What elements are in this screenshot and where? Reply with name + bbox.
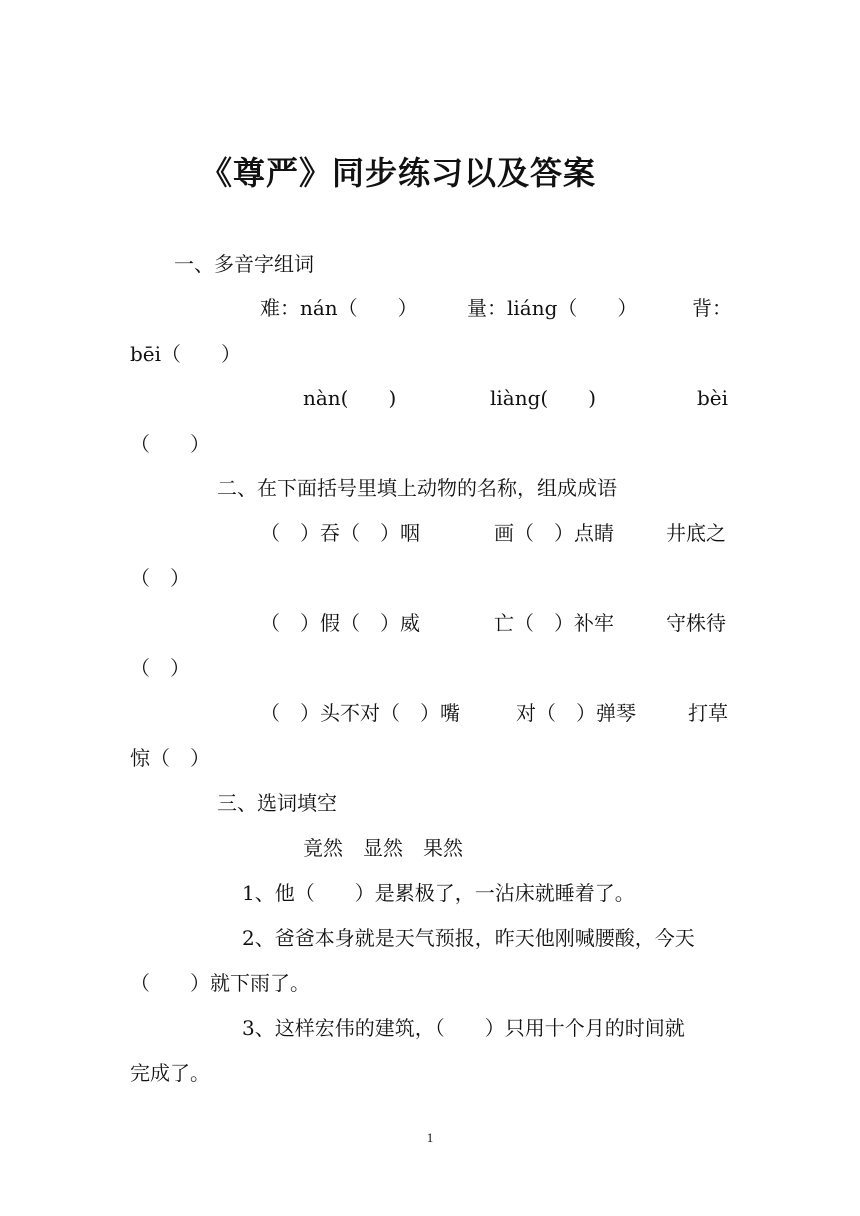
s2-r2-idiom-b: 亡（ ）补牢 — [494, 611, 614, 635]
s2-r3-idiom-c: 打草 — [688, 701, 728, 725]
s2-r2-idiom-a: （ ）假（ ）威 — [260, 611, 420, 635]
s1-row1-liang: 量：liáng（ ） — [467, 296, 638, 320]
s2-r2-wrap: （ ） — [130, 656, 190, 680]
s1-row2-wrap: （ ） — [130, 432, 210, 456]
s3-word-choices: 竟然 显然 果然 — [303, 836, 463, 860]
s2-r1-idiom-b: 画（ ）点睛 — [494, 521, 614, 545]
s2-r3-wrap: 惊（ ） — [130, 746, 210, 770]
s1-row2-liang: liàng( ) — [490, 386, 597, 410]
section3-heading: 三、选词填空 — [217, 791, 337, 815]
s2-r1-idiom-c: 井底之 — [666, 521, 726, 545]
s2-r1-idiom-a: （ ）吞（ ）咽 — [260, 521, 420, 545]
s1-row1-nan: 难：nán（ ） — [260, 296, 418, 320]
s3-question-2: 2、爸爸本身就是天气预报，昨天他刚喊腰酸，今天 — [242, 926, 695, 950]
section2-heading: 二、在下面括号里填上动物的名称，组成成语 — [217, 476, 617, 500]
page-title: 《尊严》同步练习以及答案 — [200, 154, 597, 192]
section1-heading: 一、多音字组词 — [174, 252, 314, 276]
s3-question-3: 3、这样宏伟的建筑，（ ）只用十个月的时间就 — [242, 1016, 685, 1040]
s3-question-2-wrap: （ ）就下雨了。 — [130, 971, 310, 995]
page-number: 1 — [426, 1130, 434, 1145]
s1-row2-nan: nàn( ) — [303, 386, 397, 410]
s3-question-1: 1、他（ ）是累极了，一沾床就睡着了。 — [242, 881, 635, 905]
s1-row1-wrap: bēi（ ） — [130, 342, 242, 366]
s2-r2-idiom-c: 守株待 — [666, 611, 726, 635]
s1-row2-bei: bèi — [697, 386, 729, 410]
s3-question-3-wrap: 完成了。 — [130, 1061, 210, 1085]
s2-r1-wrap: （ ） — [130, 566, 190, 590]
s2-r3-idiom-a: （ ）头不对（ ）嘴 — [260, 701, 460, 725]
s1-row1-bei: 背： — [692, 296, 732, 320]
s2-r3-idiom-b: 对（ ）弹琴 — [516, 701, 636, 725]
